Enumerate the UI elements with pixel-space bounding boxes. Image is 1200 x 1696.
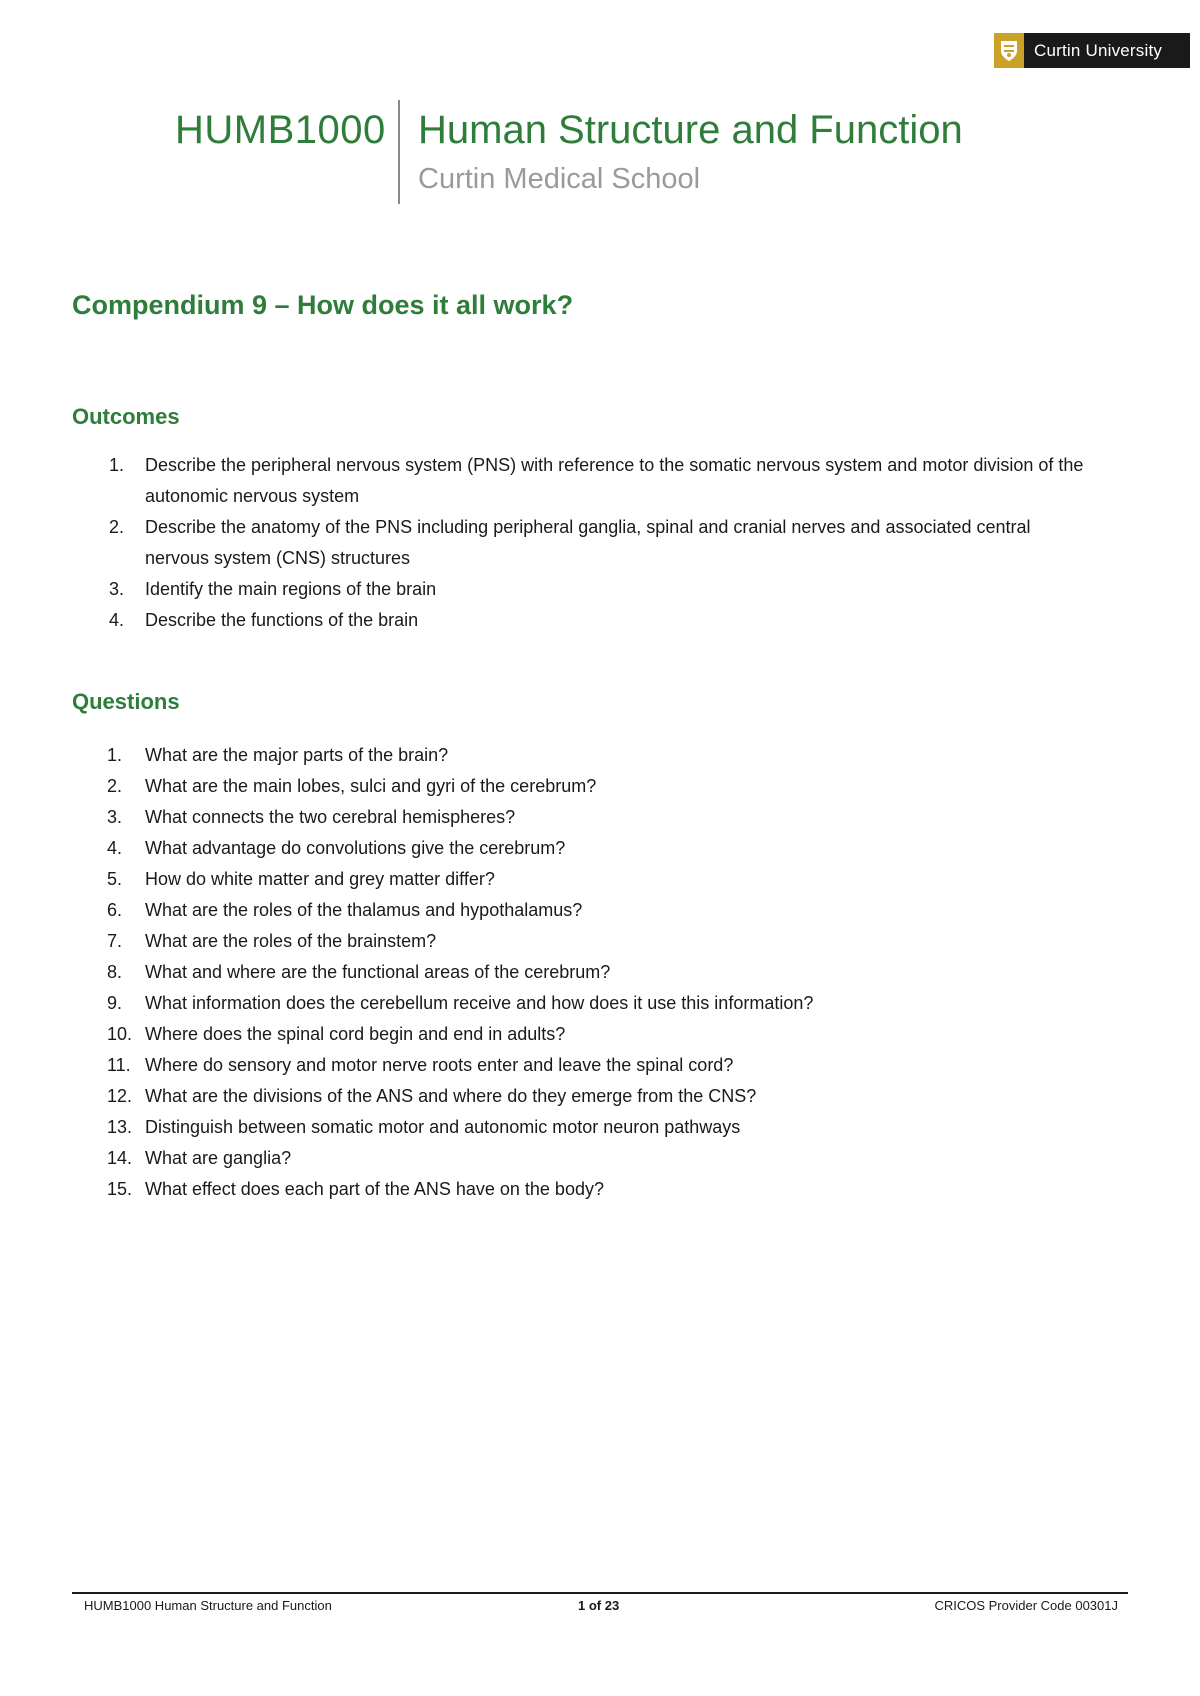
course-code: HUMB1000 xyxy=(175,108,386,152)
list-text: Distinguish between somatic motor and autonomic motor neuron pathways xyxy=(145,1117,741,1137)
list-number: 2. xyxy=(109,517,125,537)
list-number: 4. xyxy=(109,610,125,630)
outcomes-heading: Outcomes xyxy=(72,404,180,429)
list-number: 3. xyxy=(109,579,125,599)
list-number: 8. xyxy=(107,962,123,982)
list-text: Where does the spinal cord begin and end in adults? xyxy=(145,1024,566,1044)
list-item xyxy=(0,1143,1200,1174)
list-number: 7. xyxy=(107,931,123,951)
list-text: Describe the peripheral nervous system (PNS) with reference to the somatic nervous system and motor division of the autonomic nervous system xyxy=(145,455,1084,506)
list-text: What are ganglia? xyxy=(145,1148,292,1168)
list-text: What effect does each part of the ANS have on the body? xyxy=(145,1179,604,1199)
list-text: What are the main lobes, sulci and gyri of the cerebrum? xyxy=(145,776,597,796)
list-text: What and where are the functional areas of the cerebrum? xyxy=(145,962,611,982)
list-item xyxy=(0,1174,1200,1205)
list-item xyxy=(0,1050,1200,1081)
list-text: How do white matter and grey matter differ? xyxy=(145,869,495,889)
list-item xyxy=(0,957,1200,988)
page-number: 1 of 23 xyxy=(578,1598,620,1613)
list-item xyxy=(0,988,1200,1019)
list-number: 6. xyxy=(107,900,123,920)
list-text: What connects the two cerebral hemispheres? xyxy=(145,807,516,827)
list-text: What are the divisions of the ANS and where do they emerge from the CNS? xyxy=(145,1086,757,1106)
list-number: 11. xyxy=(107,1055,131,1075)
list-number: 12. xyxy=(107,1086,133,1106)
list-text: What are the roles of the thalamus and hypothalamus? xyxy=(145,900,583,920)
list-item xyxy=(0,895,1200,926)
list-number: 13. xyxy=(107,1117,133,1137)
questions-heading: Questions xyxy=(72,689,180,714)
list-item xyxy=(0,1019,1200,1050)
school-name: Curtin Medical School xyxy=(418,163,701,195)
list-item xyxy=(0,1081,1200,1112)
logo-text: Curtin University xyxy=(1034,40,1163,60)
list-number: 3. xyxy=(107,807,123,827)
list-item xyxy=(0,833,1200,864)
list-number: 10. xyxy=(107,1024,133,1044)
list-item xyxy=(0,512,1200,574)
list-item xyxy=(0,926,1200,957)
list-item xyxy=(0,864,1200,895)
list-item xyxy=(0,740,1200,771)
list-item xyxy=(0,771,1200,802)
list-item xyxy=(0,605,1200,636)
header-divider xyxy=(398,100,400,204)
list-item xyxy=(0,574,1200,605)
course-title: Human Structure and Function xyxy=(418,108,963,152)
list-number: 2. xyxy=(107,776,123,796)
list-item xyxy=(0,450,1200,512)
footer-course: HUMB1000 Human Structure and Function xyxy=(84,1598,332,1613)
list-text: What information does the cerebellum receive and how does it use this information? xyxy=(145,993,814,1013)
questions-list xyxy=(0,740,1200,1205)
list-text: Identify the main regions of the brain xyxy=(145,579,437,599)
list-text: Describe the functions of the brain xyxy=(145,610,419,630)
list-number: 4. xyxy=(107,838,123,858)
list-number: 15. xyxy=(107,1179,133,1199)
list-number: 1. xyxy=(107,745,123,765)
footer-cricos: CRICOS Provider Code 00301J xyxy=(934,1598,1118,1613)
list-text: Where do sensory and motor nerve roots enter and leave the spinal cord? xyxy=(145,1055,734,1075)
list-text: Describe the anatomy of the PNS including peripheral ganglia, spinal and cranial nerves and associated central nervous system (CNS) structures xyxy=(145,517,1031,568)
page-title: Compendium 9 – How does it all work? xyxy=(72,290,574,320)
list-item xyxy=(0,802,1200,833)
footer-divider xyxy=(72,1592,1128,1594)
list-number: 5. xyxy=(107,869,123,889)
list-item xyxy=(0,1112,1200,1143)
list-text: What are the major parts of the brain? xyxy=(145,745,449,765)
crest-icon xyxy=(994,33,1024,68)
list-number: 14. xyxy=(107,1148,133,1168)
curtin-logo xyxy=(994,33,1190,68)
list-text: What are the roles of the brainstem? xyxy=(145,931,437,951)
list-number: 1. xyxy=(109,455,125,475)
list-number: 9. xyxy=(107,993,123,1013)
outcomes-list xyxy=(0,450,1200,636)
list-text: What advantage do convolutions give the cerebrum? xyxy=(145,838,566,858)
